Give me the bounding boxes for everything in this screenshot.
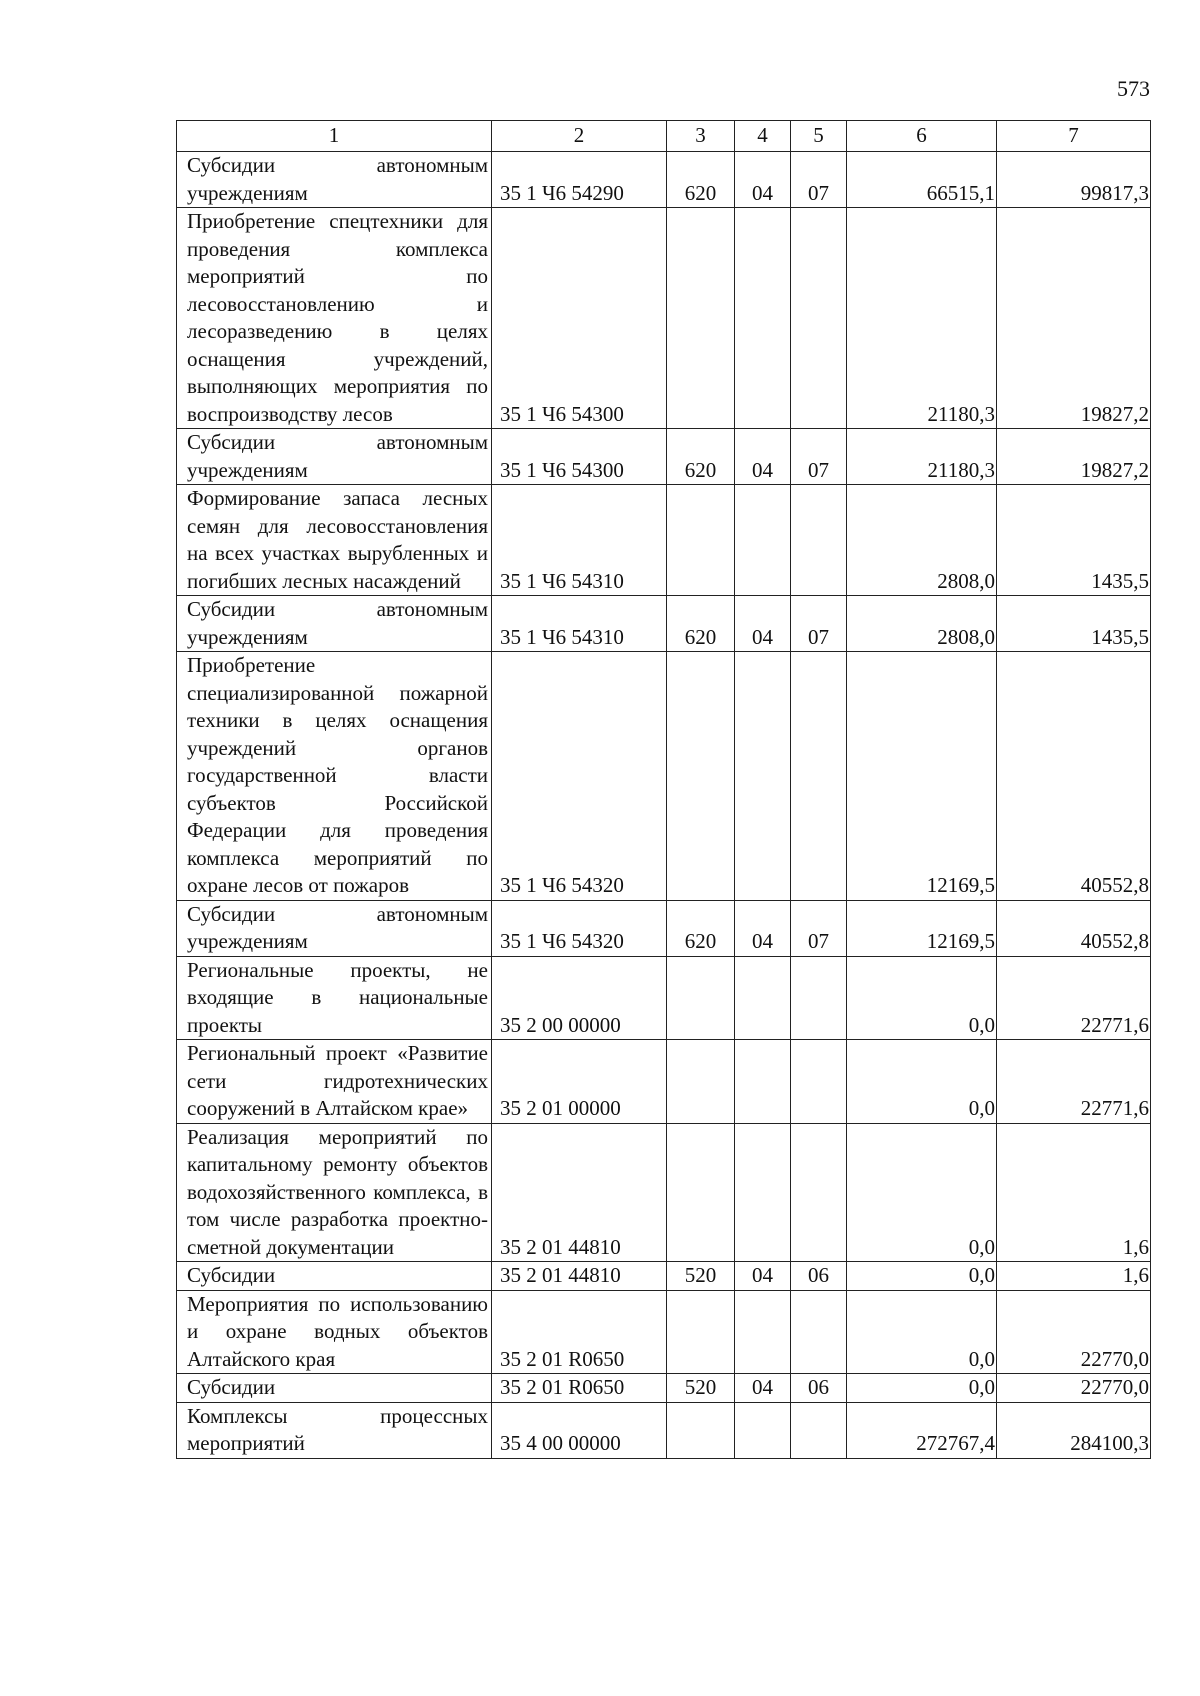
row-col3-cell: 520 <box>667 1374 735 1403</box>
row-col5-cell <box>791 1040 847 1124</box>
row-col6-cell: 0,0 <box>847 1040 997 1124</box>
row-col7-cell: 1,6 <box>997 1123 1151 1262</box>
row-col7-cell: 22771,6 <box>997 1040 1151 1124</box>
row-code-cell: 35 1 Ч6 54320 <box>492 652 667 901</box>
row-code-cell: 35 2 01 R0650 <box>492 1374 667 1403</box>
row-col6-cell: 21180,3 <box>847 208 997 429</box>
row-name-cell: Реализация мероприятий по капитальному ремонту объектов водохозяйственного комплекса, в том числе разработка проектно-сметной документации <box>177 1123 492 1262</box>
row-name-cell: Региональный проект «Развитие сети гидротехнических сооружений в Алтайском крае» <box>177 1040 492 1124</box>
row-col7-cell: 1435,5 <box>997 485 1151 596</box>
row-col7-cell: 40552,8 <box>997 900 1151 956</box>
row-code-cell: 35 1 Ч6 54310 <box>492 485 667 596</box>
table-row <box>177 1040 1151 1124</box>
table-row <box>177 152 1151 208</box>
row-code-cell: 35 2 01 44810 <box>492 1262 667 1291</box>
row-col3-cell <box>667 1290 735 1374</box>
row-col5-cell: 07 <box>791 900 847 956</box>
column-header: 6 <box>847 121 997 152</box>
table-row <box>177 652 1151 901</box>
row-col5-cell <box>791 485 847 596</box>
row-col4-cell <box>735 208 791 429</box>
row-col7-cell: 19827,2 <box>997 429 1151 485</box>
row-col6-cell: 2808,0 <box>847 596 997 652</box>
row-col3-cell: 620 <box>667 152 735 208</box>
row-col7-cell: 99817,3 <box>997 152 1151 208</box>
row-col7-cell: 22770,0 <box>997 1290 1151 1374</box>
row-col4-cell <box>735 1290 791 1374</box>
row-col4-cell <box>735 1123 791 1262</box>
column-header: 1 <box>177 121 492 152</box>
row-col7-cell: 40552,8 <box>997 652 1151 901</box>
budget-table <box>176 120 1151 1459</box>
row-code-cell: 35 2 01 00000 <box>492 1040 667 1124</box>
row-code-cell: 35 1 Ч6 54300 <box>492 429 667 485</box>
row-col6-cell: 12169,5 <box>847 900 997 956</box>
row-col5-cell <box>791 208 847 429</box>
header-row <box>177 121 1151 152</box>
row-name-cell: Субсидии автономным учреждениям <box>177 429 492 485</box>
row-col5-cell: 06 <box>791 1374 847 1403</box>
row-code-cell: 35 1 Ч6 54320 <box>492 900 667 956</box>
row-col6-cell: 0,0 <box>847 956 997 1040</box>
row-col5-cell <box>791 1290 847 1374</box>
row-col4-cell: 04 <box>735 1262 791 1291</box>
row-col4-cell: 04 <box>735 1374 791 1403</box>
row-col6-cell: 66515,1 <box>847 152 997 208</box>
row-name-cell: Приобретение спецтехники для проведения комплекса мероприятий по лесовосстановлению и лесоразведению в целях оснащения учреждений, выполняющих мероприятия по воспроизводству лесов <box>177 208 492 429</box>
row-code-cell: 35 1 Ч6 54300 <box>492 208 667 429</box>
row-col3-cell: 520 <box>667 1262 735 1291</box>
row-col5-cell: 07 <box>791 429 847 485</box>
row-col5-cell <box>791 1402 847 1458</box>
row-col4-cell <box>735 1402 791 1458</box>
row-name-cell: Формирование запаса лесных семян для лесовосстановления на всех участках вырубленных и погибших лесных насаждений <box>177 485 492 596</box>
table-row <box>177 1262 1151 1291</box>
row-name-cell: Мероприятия по использованию и охране водных объектов Алтайского края <box>177 1290 492 1374</box>
column-header: 7 <box>997 121 1151 152</box>
row-col4-cell: 04 <box>735 152 791 208</box>
row-col3-cell: 620 <box>667 596 735 652</box>
row-code-cell: 35 1 Ч6 54310 <box>492 596 667 652</box>
row-col6-cell: 2808,0 <box>847 485 997 596</box>
table-row <box>177 596 1151 652</box>
row-col4-cell: 04 <box>735 900 791 956</box>
table-row <box>177 1374 1151 1403</box>
row-col6-cell: 21180,3 <box>847 429 997 485</box>
row-code-cell: 35 2 01 44810 <box>492 1123 667 1262</box>
column-header: 3 <box>667 121 735 152</box>
row-col6-cell: 0,0 <box>847 1123 997 1262</box>
row-col7-cell: 19827,2 <box>997 208 1151 429</box>
row-name-cell: Субсидии <box>177 1262 492 1291</box>
row-col4-cell: 04 <box>735 596 791 652</box>
row-col3-cell <box>667 1402 735 1458</box>
row-col5-cell: 06 <box>791 1262 847 1291</box>
column-header: 5 <box>791 121 847 152</box>
row-col5-cell: 07 <box>791 596 847 652</box>
page-number: 573 <box>1117 76 1150 101</box>
row-col7-cell: 22771,6 <box>997 956 1151 1040</box>
row-col7-cell: 284100,3 <box>997 1402 1151 1458</box>
table-row <box>177 900 1151 956</box>
row-col4-cell <box>735 1040 791 1124</box>
row-col7-cell: 1435,5 <box>997 596 1151 652</box>
row-name-cell: Субсидии автономным учреждениям <box>177 900 492 956</box>
row-col3-cell <box>667 208 735 429</box>
row-col3-cell: 620 <box>667 429 735 485</box>
row-col5-cell <box>791 1123 847 1262</box>
row-name-cell: Комплексы процессных мероприятий <box>177 1402 492 1458</box>
table-row <box>177 429 1151 485</box>
row-col3-cell <box>667 485 735 596</box>
row-name-cell: Субсидии автономным учреждениям <box>177 152 492 208</box>
row-name-cell: Субсидии <box>177 1374 492 1403</box>
table-row <box>177 208 1151 429</box>
row-col3-cell <box>667 956 735 1040</box>
row-col4-cell <box>735 485 791 596</box>
table-row <box>177 1402 1151 1458</box>
row-col7-cell: 1,6 <box>997 1262 1151 1291</box>
table-row <box>177 485 1151 596</box>
row-code-cell: 35 2 00 00000 <box>492 956 667 1040</box>
row-col6-cell: 12169,5 <box>847 652 997 901</box>
table-row <box>177 956 1151 1040</box>
row-col3-cell <box>667 652 735 901</box>
table-body <box>177 152 1151 1459</box>
row-col6-cell: 0,0 <box>847 1262 997 1291</box>
table-row <box>177 1123 1151 1262</box>
table-row <box>177 1290 1151 1374</box>
row-code-cell: 35 1 Ч6 54290 <box>492 152 667 208</box>
row-code-cell: 35 4 00 00000 <box>492 1402 667 1458</box>
row-col5-cell: 07 <box>791 152 847 208</box>
row-col3-cell <box>667 1040 735 1124</box>
row-col3-cell: 620 <box>667 900 735 956</box>
row-col6-cell: 0,0 <box>847 1290 997 1374</box>
row-col5-cell <box>791 956 847 1040</box>
row-col5-cell <box>791 652 847 901</box>
row-col6-cell: 272767,4 <box>847 1402 997 1458</box>
row-col4-cell <box>735 956 791 1040</box>
column-header: 2 <box>492 121 667 152</box>
row-name-cell: Приобретение специализированной пожарной техники в целях оснащения учреждений органов государственной власти субъектов Российской Федерации для проведения комплекса мероприятий по охране лесов от пожаров <box>177 652 492 901</box>
row-col4-cell <box>735 652 791 901</box>
row-name-cell: Региональные проекты, не входящие в национальные проекты <box>177 956 492 1040</box>
row-col6-cell: 0,0 <box>847 1374 997 1403</box>
column-header: 4 <box>735 121 791 152</box>
row-code-cell: 35 2 01 R0650 <box>492 1290 667 1374</box>
row-col7-cell: 22770,0 <box>997 1374 1151 1403</box>
row-col3-cell <box>667 1123 735 1262</box>
row-name-cell: Субсидии автономным учреждениям <box>177 596 492 652</box>
row-col4-cell: 04 <box>735 429 791 485</box>
